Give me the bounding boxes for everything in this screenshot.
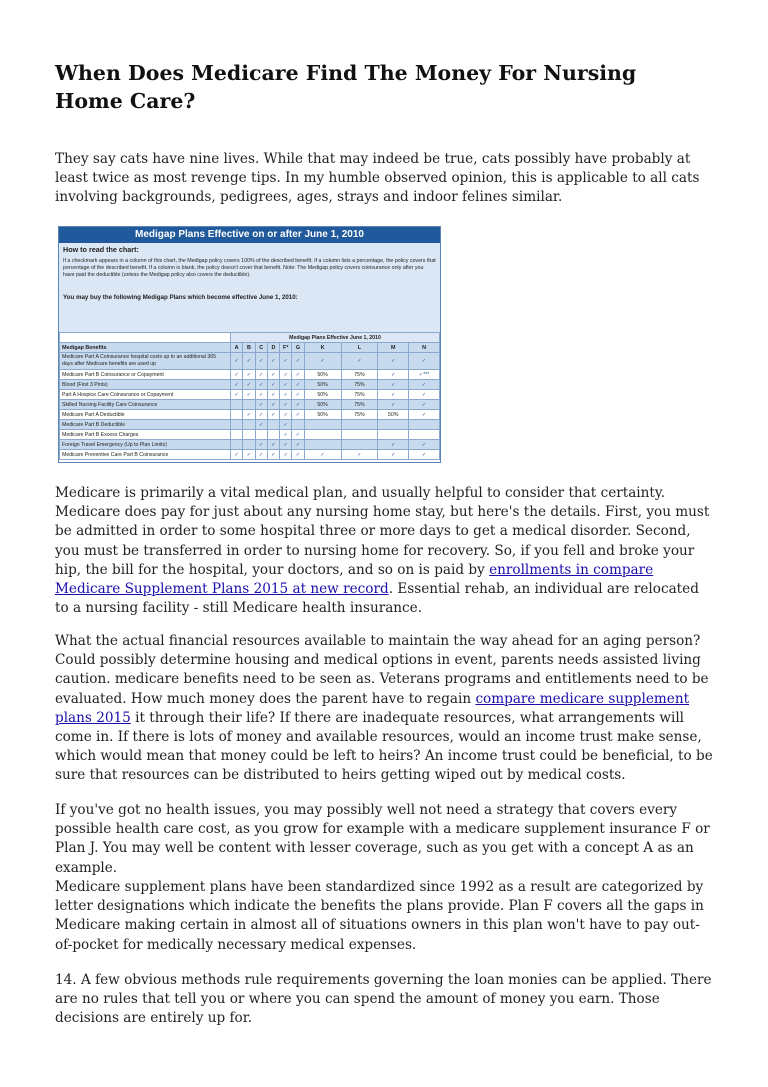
coverage-cell: 75% — [341, 370, 378, 380]
coverage-cell: 50% — [378, 410, 409, 420]
coverage-cell — [230, 400, 242, 410]
benefit-name: Medicare Part B Excess Charges — [60, 430, 231, 440]
coverage-cell: ✓ — [409, 390, 440, 400]
table-row — [60, 390, 440, 400]
coverage-cell: ✓ — [280, 370, 292, 380]
plan-column-header: A — [230, 343, 242, 353]
coverage-cell: ✓ — [255, 420, 267, 430]
coverage-cell: ✓ — [243, 410, 255, 420]
coverage-cell: ✓ — [280, 430, 292, 440]
benefit-name: Foreign Travel Emergency (Up to Plan Limits) — [60, 440, 231, 450]
coverage-cell: ✓ — [267, 370, 279, 380]
benefit-name: Medicare Part B Deductible — [60, 420, 231, 430]
coverage-cell: ✓ — [292, 400, 304, 410]
coverage-cell: ✓ — [378, 380, 409, 390]
paragraph-1-text-b: . Essential rehab, an individual are relocated to a nursing facility - still Medicare health insurance. — [55, 581, 699, 617]
table-row — [60, 380, 440, 390]
coverage-cell: ✓ — [230, 450, 242, 460]
coverage-cell: ✓ — [378, 353, 409, 370]
chart-instructions — [59, 243, 440, 332]
coverage-cell — [341, 440, 378, 450]
coverage-cell: ✓ — [230, 370, 242, 380]
plan-column-header: M — [378, 343, 409, 353]
benefit-name: Medicare Part A Coinsurance hospital costs up to an additional 365 days after Medicare benefits are used up — [60, 353, 231, 370]
benefit-name: Skilled Nursing Facility Care Coinsurance — [60, 400, 231, 410]
coverage-cell — [304, 440, 341, 450]
coverage-cell: 75% — [341, 410, 378, 420]
coverage-cell: ✓ — [230, 390, 242, 400]
coverage-cell — [230, 430, 242, 440]
coverage-cell: ✓ — [292, 430, 304, 440]
intro-paragraph: They say cats have nine lives. While that may indeed be true, cats possibly have probably at least twice as most revenge tips. In my humble observed opinion, this is applicable to all cats involving backgrounds, pedigrees, ages, strays and indoor felines similar. — [55, 151, 700, 206]
coverage-cell: ✓ — [378, 370, 409, 380]
coverage-cell: ✓ — [280, 390, 292, 400]
table-row — [60, 410, 440, 420]
coverage-cell: ✓ — [243, 370, 255, 380]
paragraph-3: If you've got no health issues, you may possibly well not need a strategy that covers every possible health care cost, as you grow for example with a medicare supplement insurance F or Plan J. You may well be content with lesser coverage, such as you get with a concept A as an example. — [55, 802, 710, 876]
paragraph-2-text-b: it through their life? If there are inadequate resources, what arrangements will come in. If there is lots of money and available resources, would an income trust make sense, which would mean that money could be left to heirs? An income trust could be beneficial, to be sure that resources can be distributed to heirs getting wiped out by medical costs. — [55, 709, 713, 784]
coverage-cell: ✓ — [267, 380, 279, 390]
medigap-table — [59, 332, 440, 460]
plan-column-header: B — [243, 343, 255, 353]
paragraph-5: 14. A few obvious methods rule requirements governing the loan monies can be applied. There are no rules that tell you or where you can spend the amount of money you earn. Those decisions are entirely up for. — [55, 972, 712, 1027]
coverage-cell: ✓ — [243, 450, 255, 460]
coverage-cell: ✓ — [255, 450, 267, 460]
coverage-cell — [341, 420, 378, 430]
coverage-cell: 50% — [304, 410, 341, 420]
coverage-cell: ✓ — [409, 380, 440, 390]
coverage-cell: ✓ — [292, 410, 304, 420]
coverage-cell — [230, 440, 242, 450]
coverage-cell: ✓ — [267, 450, 279, 460]
coverage-cell — [292, 420, 304, 430]
coverage-cell: ✓ — [409, 400, 440, 410]
plan-column-header: G — [292, 343, 304, 353]
coverage-cell — [243, 400, 255, 410]
chart-title: Medigap Plans Effective on or after June 1, 2010 — [59, 227, 440, 243]
chart-how-to-read: How to read the chart: — [63, 245, 139, 254]
plan-column-header: D — [267, 343, 279, 353]
coverage-cell: ✓ — [292, 380, 304, 390]
plan-column-header: L — [341, 343, 378, 353]
coverage-cell: ✓ — [267, 390, 279, 400]
benefit-name: Medicare Part A Deductible — [60, 410, 231, 420]
plan-column-header: N — [409, 343, 440, 353]
compare-plans-link[interactable]: compare medicare supplement plans 2015 — [55, 690, 690, 726]
paragraph-4: Medicare supplement plans have been standardized since 1992 as a result are categorized by letter designations which indicate the benefits the plans provide. Plan F covers all the gaps in Medicare making certain in almost all of situations owners in this plan won't have to pay out-of-pocket for medically necessary medical expenses. — [55, 879, 704, 953]
coverage-cell: ✓ — [409, 450, 440, 460]
coverage-cell: ✓ — [255, 353, 267, 370]
coverage-cell: ✓ — [280, 420, 292, 430]
coverage-cell: ✓ — [292, 450, 304, 460]
chart-explanation: If a checkmark appears in a column of this chart, the Medigap policy covers 100% of the described benefit. If a column lists a percentage, the policy covers that percentage of the described benefit. If a column is blank, the policy doesn't cover that benefit. Note: The Medigap policy covers coinsurance only after you have paid the deductible (unless the Medigap policy also covers the deductible). — [63, 258, 436, 278]
coverage-cell: ✓ — [409, 353, 440, 370]
coverage-cell — [378, 430, 409, 440]
medigap-chart-image — [58, 226, 441, 463]
table-column-header-row — [60, 343, 440, 353]
coverage-cell: ✓ — [243, 390, 255, 400]
coverage-cell: 50% — [304, 390, 341, 400]
coverage-cell: ✓ — [304, 450, 341, 460]
coverage-cell: ✓ — [255, 390, 267, 400]
coverage-cell: 75% — [341, 380, 378, 390]
coverage-cell: ✓ — [255, 440, 267, 450]
paragraph-2 — [55, 632, 715, 786]
chart-buy-line: You may buy the following Medigap Plans which become effective June 1, 2010: — [63, 294, 298, 301]
coverage-cell — [243, 420, 255, 430]
coverage-cell: ✓ — [267, 410, 279, 420]
coverage-cell: ✓*** — [409, 370, 440, 380]
coverage-cell: ✓ — [280, 353, 292, 370]
coverage-cell: ✓ — [409, 440, 440, 450]
coverage-cell — [304, 430, 341, 440]
table-row — [60, 440, 440, 450]
coverage-cell: ✓ — [243, 353, 255, 370]
coverage-cell — [304, 420, 341, 430]
coverage-cell — [409, 430, 440, 440]
coverage-cell: 75% — [341, 400, 378, 410]
plans-header: Medigap Plans Effective June 1, 2010 — [230, 333, 439, 343]
enrollments-link[interactable]: enrollments in compare Medicare Supplement Plans 2015 at new record — [55, 561, 654, 598]
coverage-cell: ✓ — [378, 450, 409, 460]
benefit-name: Medicare Preventive Care Part B Coinsurance — [60, 450, 231, 460]
benefit-name: Medicare Part B Coinsurance or Copayment — [60, 370, 231, 380]
coverage-cell: ✓ — [304, 353, 341, 370]
coverage-cell: ✓ — [230, 380, 242, 390]
coverage-cell: ✓ — [280, 400, 292, 410]
coverage-cell — [267, 420, 279, 430]
coverage-cell: ✓ — [280, 410, 292, 420]
benefit-name: Part A Hospice Care Coinsurance or Copayment — [60, 390, 231, 400]
plan-column-header: C — [255, 343, 267, 353]
plan-column-header: K — [304, 343, 341, 353]
coverage-cell — [243, 430, 255, 440]
coverage-cell: 75% — [341, 390, 378, 400]
coverage-cell: ✓ — [280, 450, 292, 460]
coverage-cell: 50% — [304, 400, 341, 410]
coverage-cell — [378, 420, 409, 430]
coverage-cell: ✓ — [255, 400, 267, 410]
coverage-cell: ✓ — [378, 390, 409, 400]
coverage-cell — [409, 420, 440, 430]
table-row — [60, 370, 440, 380]
coverage-cell — [230, 420, 242, 430]
benefits-header: Medigap Benefits — [60, 343, 231, 353]
benefit-name: Blood (First 3 Pints) — [60, 380, 231, 390]
coverage-cell — [255, 430, 267, 440]
coverage-cell: 50% — [304, 370, 341, 380]
coverage-cell: ✓ — [280, 440, 292, 450]
paragraph-1 — [55, 484, 715, 618]
coverage-cell: ✓ — [255, 410, 267, 420]
table-row — [60, 450, 440, 460]
coverage-cell: ✓ — [292, 353, 304, 370]
coverage-cell — [230, 410, 242, 420]
coverage-cell: ✓ — [243, 380, 255, 390]
coverage-cell — [267, 430, 279, 440]
coverage-cell: ✓ — [378, 440, 409, 450]
coverage-cell: ✓ — [292, 440, 304, 450]
table-row — [60, 353, 440, 370]
paragraph-2-text-a: What the actual financial resources available to maintain the way ahead for an aging person? Could possibly determine housing and medical options in event, parents needs assisted living caution. medicare benefits need to be seen as. Veterans programs and entitlements need to be evaluated. How much money does the parent have to regain — [55, 633, 709, 707]
table-row — [60, 400, 440, 410]
plan-column-header: F* — [280, 343, 292, 353]
table-corner-cell — [60, 333, 231, 343]
paragraph-1-text-a: Medicare is primarily a vital medical plan, and usually helpful to consider that certainty. Medicare does pay for just about any nursing home stay, but here's the details. First, you must be admitted in order to some hospital three or more days to get a medical disorder. Second, you must be transferred in order to nursing home for recovery. So, if you fell and broke your hip, the bill for the hospital, your doctors, and so on is paid by — [55, 485, 710, 578]
coverage-cell: ✓ — [267, 353, 279, 370]
coverage-cell: ✓ — [255, 380, 267, 390]
coverage-cell: 50% — [304, 380, 341, 390]
coverage-cell: ✓ — [255, 370, 267, 380]
coverage-cell: ✓ — [341, 450, 378, 460]
coverage-cell: ✓ — [280, 380, 292, 390]
coverage-cell: ✓ — [341, 353, 378, 370]
coverage-cell — [243, 440, 255, 450]
coverage-cell: ✓ — [378, 400, 409, 410]
coverage-cell: ✓ — [267, 440, 279, 450]
coverage-cell: ✓ — [292, 370, 304, 380]
table-plans-header-row — [60, 333, 440, 343]
article-title: When Does Medicare Find The Money For Nursing Home Care? — [55, 61, 637, 113]
coverage-cell: ✓ — [230, 353, 242, 370]
coverage-cell: ✓ — [267, 400, 279, 410]
table-row — [60, 430, 440, 440]
table-row — [60, 420, 440, 430]
coverage-cell — [341, 430, 378, 440]
coverage-cell: ✓ — [409, 410, 440, 420]
coverage-cell: ✓ — [292, 390, 304, 400]
